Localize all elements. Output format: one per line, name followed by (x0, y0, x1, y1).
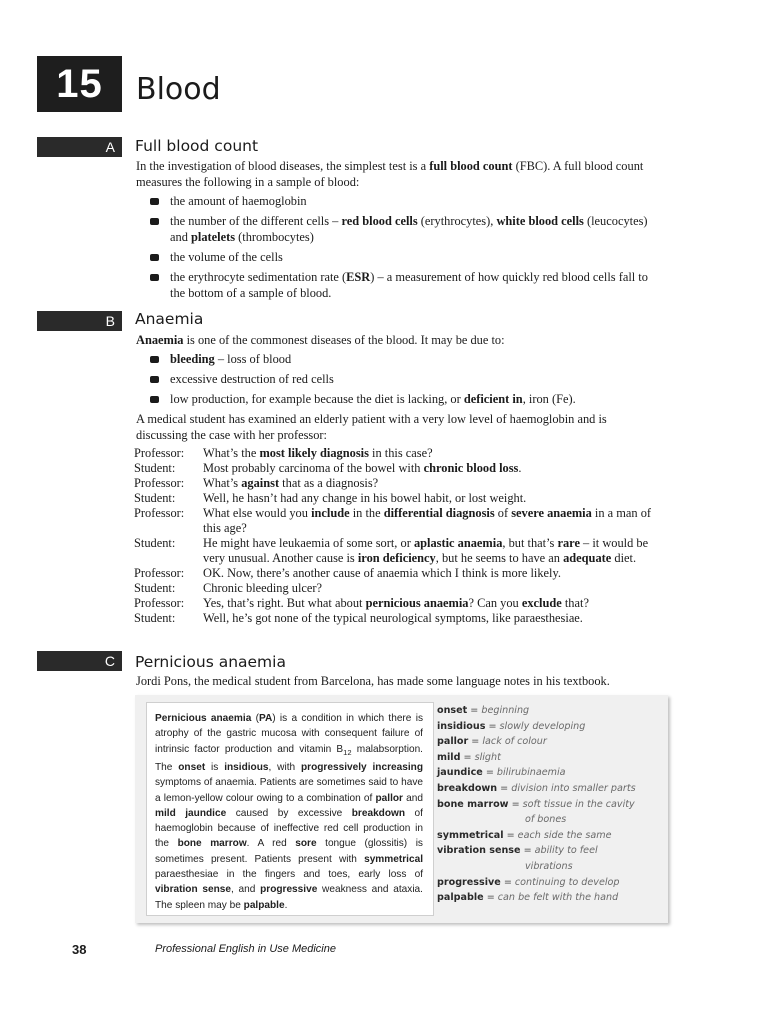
speaker: Student: (134, 461, 176, 475)
dialogue-line (134, 506, 664, 536)
note-term: palpable (437, 892, 484, 904)
note-definition-continued: vibrations (525, 860, 573, 872)
note-entry: progressive = continuing to develop (437, 876, 620, 888)
book-title: Professional English in Use Medicine (155, 943, 336, 955)
speaker: Student: (134, 536, 176, 550)
dialogue-text: Well, he hasn’t had any change in his bowel habit, or lost weight. (203, 491, 527, 505)
note-definition-continued: of bones (525, 814, 567, 826)
dialogue-line (134, 461, 664, 476)
note-definition: lack of colour (482, 736, 547, 748)
dialogue-text: Chronic bleeding ulcer? (203, 581, 323, 595)
note-definition: soft tissue in the cavity (522, 798, 635, 810)
bullet-icon (150, 376, 159, 383)
note-term: pallor (437, 736, 469, 748)
note-definition: each side the same (517, 829, 612, 841)
dialogue-line (134, 611, 664, 626)
section-a-title: Full blood count (135, 137, 259, 155)
speaker: Professor: (134, 566, 185, 580)
note-entry: breakdown = division into smaller parts (437, 782, 636, 794)
section-c-title: Pernicious anaemia (135, 653, 286, 671)
dialogue-text: Yes, that’s right. But what about pernicious anaemia? Can you exclude that? (203, 596, 589, 610)
note-definition: slight (474, 751, 501, 763)
note-entry: symmetrical = each side the same (437, 829, 612, 841)
note-term: progressive (437, 876, 501, 888)
dialogue-line (134, 566, 664, 581)
note-term: mild (437, 751, 461, 763)
speaker: Professor: (134, 446, 185, 460)
textbook-excerpt: Pernicious anaemia (PA) is a condition in which there is atrophy of the gastric mucosa with consequent failure of intrinsic factor production and vitamin $B_{12}$ malabsorption. The onset is insidious, with progressively increasing symptoms of anaemia. Patients are sometimes said to have a lemon-yellow colour owing to a combination of pallor and mild jaundice caused by excessive breakdown of haemoglobin because of ineffective red cell production in the bone marrow. A red sore tongue (glossitis) is sometimes present. Patients present with symmetrical paraesthesiae in the fingers and toes, early loss of vibration sense, and progressive weakness and ataxia. The spleen may be palpable. (155, 713, 423, 911)
speaker: Professor: (134, 476, 185, 490)
section-c-badge: C (37, 651, 122, 671)
bullet-item: excessive destruction of red cells (150, 371, 655, 387)
section-b-bullets (150, 351, 655, 411)
bullet-item: the erythrocyte sedimentation rate (ESR) – a measurement of how quickly red blood cells fall to the bottom of a sample of blood. (150, 269, 655, 301)
section-b-title: Anaemia (135, 310, 204, 328)
bullet-item: the amount of haemoglobin (150, 193, 655, 209)
note-definition: continuing to develop (514, 876, 620, 888)
dialogue-line (134, 476, 664, 491)
bullet-icon (150, 356, 159, 363)
note-term: bone marrow (437, 798, 509, 810)
speaker: Student: (134, 611, 176, 625)
dialogue-line (134, 491, 664, 506)
note-entry: pallor = lack of colour (437, 736, 547, 748)
dialogue-text: What’s against that as a diagnosis? (203, 476, 379, 490)
section-a-badge: A (37, 137, 122, 157)
note-term: breakdown (437, 782, 498, 794)
note-term: symmetrical (437, 829, 504, 841)
bullet-item: the number of the different cells – red blood cells (erythrocytes), white blood cells (leucocytes) and platelets (thrombocytes) (150, 213, 655, 245)
note-term: jaundice (437, 767, 483, 779)
dialogue-text: What’s the most likely diagnosis in this case? (203, 446, 433, 460)
note-entry: vibration sense = ability to feel (437, 845, 598, 857)
note-definition: can be felt with the hand (497, 892, 619, 904)
note-entry: palpable = can be felt with the hand (437, 892, 619, 904)
section-c-intro: Jordi Pons, the medical student from Barcelona, has made some language notes in his textbook. (136, 674, 610, 688)
note-term: insidious (437, 720, 486, 732)
page-number: 38 (72, 942, 87, 957)
page-title: Blood (136, 72, 221, 107)
section-a-bullets (150, 193, 655, 305)
note-entry: bone marrow = soft tissue in the cavity (437, 798, 635, 810)
dialogue-line (134, 596, 664, 611)
note-definition: bilirubinaemia (496, 767, 566, 779)
dialogue-text: He might have leukaemia of some sort, or aplastic anaemia, but that’s rare – it would be very unusual. Another cause is iron deficiency, but he seems to have an adequate diet. (203, 536, 649, 565)
section-b-intro: Anaemia is one of the commonest diseases of the blood. It may be due to: (136, 333, 505, 347)
note-definition: division into smaller parts (511, 782, 636, 794)
speaker: Student: (134, 581, 176, 595)
note-entry: jaundice = bilirubinaemia (437, 767, 566, 779)
bullet-item: the volume of the cells (150, 249, 655, 265)
bullet-icon (150, 254, 159, 261)
dialogue-text: What else would you include in the differential diagnosis of severe anaemia in a man of this age? (203, 506, 652, 535)
note-entry: onset = beginning (437, 705, 530, 716)
note-term: onset (437, 705, 468, 716)
speaker: Professor: (134, 596, 185, 610)
bullet-icon (150, 396, 159, 403)
bullet-item: bleeding – loss of blood (150, 351, 655, 367)
unit-number: 15 (37, 56, 122, 112)
dialogue-text: OK. Now, there’s another cause of anaemia which I think is more likely. (203, 566, 561, 580)
dialogue-line (134, 446, 664, 461)
note-definition: beginning (481, 705, 530, 716)
note-entry: insidious = slowly developing (437, 720, 586, 732)
language-notes (437, 703, 662, 906)
bullet-icon (150, 218, 159, 225)
section-a-intro: In the investigation of blood diseases, the simplest test is a full blood count (FBC). A full blood count measures the following in a sample of blood: (136, 159, 644, 189)
dialogue (134, 446, 664, 626)
note-entry: mild = slight (437, 751, 501, 763)
speaker: Professor: (134, 506, 185, 520)
section-b-lead: A medical student has examined an elderly patient with a very low level of haemoglobin and is discussing the case with her professor: (136, 412, 607, 442)
speaker: Student: (134, 491, 176, 505)
section-b-badge: B (37, 311, 122, 331)
bullet-icon (150, 198, 159, 205)
dialogue-text: Most probably carcinoma of the bowel with chronic blood loss. (203, 461, 522, 475)
dialogue-line (134, 536, 664, 566)
note-term: vibration sense (437, 845, 521, 857)
dialogue-line (134, 581, 664, 596)
bullet-icon (150, 274, 159, 281)
note-definition: slowly developing (499, 720, 586, 732)
dialogue-text: Well, he’s got none of the typical neurological symptoms, like paraesthesiae. (203, 611, 583, 625)
note-definition: ability to feel (534, 845, 598, 857)
bullet-item: low production, for example because the diet is lacking, or deficient in, iron (Fe). (150, 391, 655, 407)
